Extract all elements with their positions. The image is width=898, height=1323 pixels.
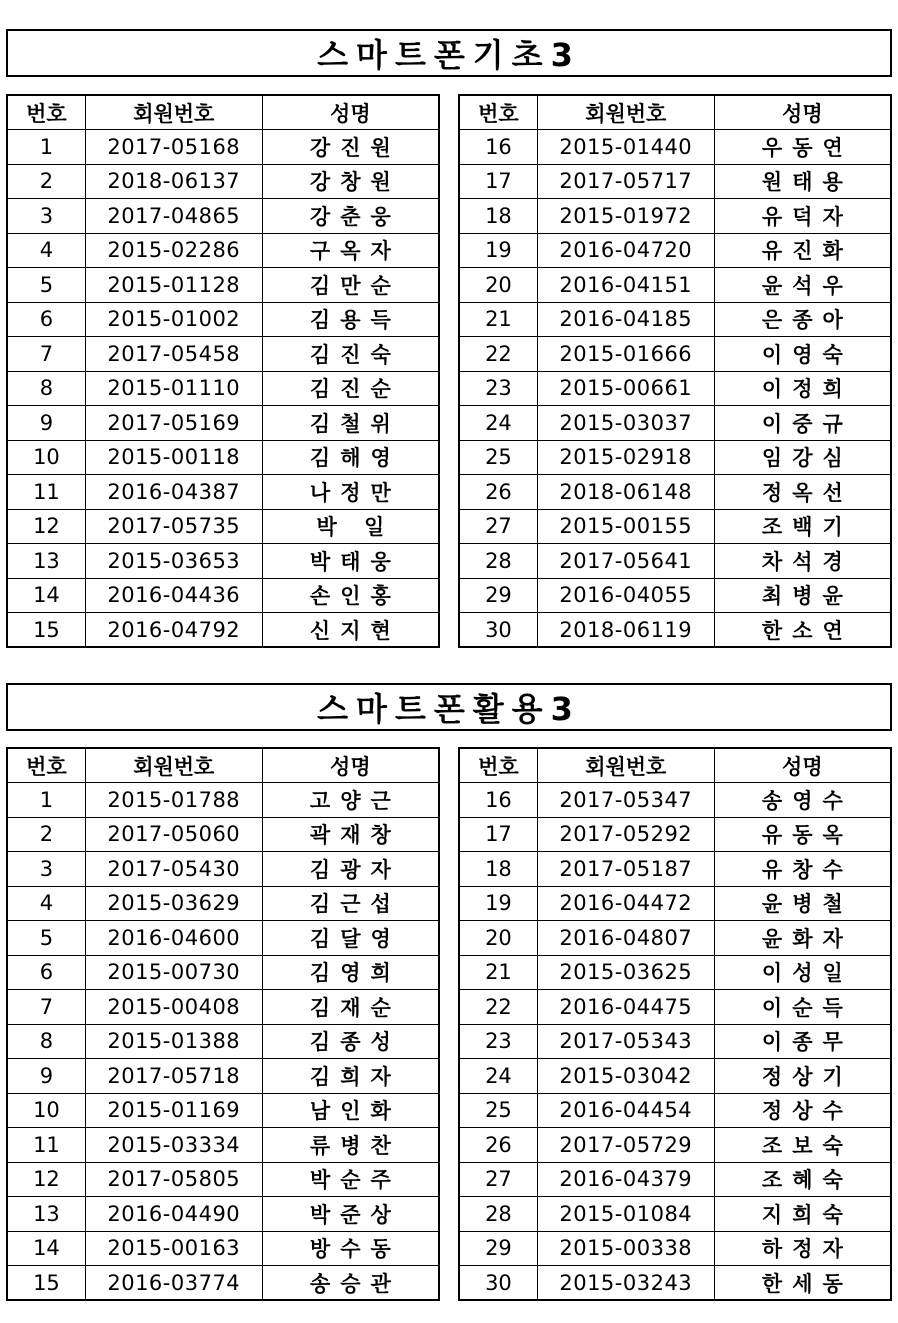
- cell-member-id: 2015-01788: [85, 783, 262, 818]
- cell-name: 이종무: [714, 1024, 891, 1059]
- table-row: [7, 578, 439, 613]
- table-row: [459, 371, 891, 406]
- table-row: [7, 1231, 439, 1266]
- cell-member-id: 2018-06148: [537, 475, 714, 510]
- header-member-id: 회원번호: [85, 95, 262, 130]
- cell-no: 22: [459, 337, 537, 372]
- cell-member-id: 2016-04792: [85, 613, 262, 648]
- cell-member-id: 2016-04055: [537, 578, 714, 613]
- cell-no: 1: [7, 783, 85, 818]
- cell-name: 김진순: [262, 371, 439, 406]
- cell-no: 9: [7, 1059, 85, 1094]
- header-no: 번호: [7, 95, 85, 130]
- cell-no: 19: [459, 886, 537, 921]
- cell-name: 방수동: [262, 1231, 439, 1266]
- cell-name: 윤화자: [714, 921, 891, 956]
- table-row: [459, 578, 891, 613]
- cell-name: 송승관: [262, 1266, 439, 1301]
- cell-name: 유창수: [714, 852, 891, 887]
- cell-no: 16: [459, 130, 537, 165]
- header-member-id: 회원번호: [85, 748, 262, 783]
- cell-name: 김철위: [262, 406, 439, 441]
- cell-no: 4: [7, 886, 85, 921]
- table-row: [459, 955, 891, 990]
- cell-member-id: 2016-04490: [85, 1197, 262, 1232]
- cell-name: 박준상: [262, 1197, 439, 1232]
- table-row: [459, 475, 891, 510]
- cell-name: 류병찬: [262, 1128, 439, 1163]
- cell-no: 5: [7, 268, 85, 303]
- table-row: [7, 1162, 439, 1197]
- roster-table-left: [6, 94, 440, 648]
- table-row: [7, 1059, 439, 1094]
- cell-member-id: 2016-04720: [537, 233, 714, 268]
- cell-name: 윤병철: [714, 886, 891, 921]
- cell-name: 임강심: [714, 440, 891, 475]
- cell-no: 13: [7, 544, 85, 579]
- cell-no: 16: [459, 783, 537, 818]
- cell-no: 20: [459, 268, 537, 303]
- cell-member-id: 2015-00118: [85, 440, 262, 475]
- cell-member-id: 2018-06119: [537, 613, 714, 648]
- table-row: [459, 1162, 891, 1197]
- cell-member-id: 2015-00730: [85, 955, 262, 990]
- cell-name: 김영희: [262, 955, 439, 990]
- header-name: 성명: [714, 95, 891, 130]
- cell-member-id: 2017-05169: [85, 406, 262, 441]
- cell-name: 곽재창: [262, 817, 439, 852]
- cell-member-id: 2017-05805: [85, 1162, 262, 1197]
- table-row: [7, 164, 439, 199]
- cell-member-id: 2015-01666: [537, 337, 714, 372]
- cell-no: 7: [7, 990, 85, 1025]
- table-row: [459, 1266, 891, 1301]
- cell-no: 10: [7, 1093, 85, 1128]
- cell-name: 김희자: [262, 1059, 439, 1094]
- cell-no: 8: [7, 371, 85, 406]
- cell-name: 조백기: [714, 509, 891, 544]
- cell-no: 30: [459, 1266, 537, 1301]
- cell-name: 유동옥: [714, 817, 891, 852]
- table-header-row: [7, 748, 439, 783]
- table-row: [459, 1059, 891, 1094]
- cell-no: 26: [459, 1128, 537, 1163]
- table-row: [459, 440, 891, 475]
- table-row: [7, 1197, 439, 1232]
- cell-no: 12: [7, 509, 85, 544]
- cell-no: 1: [7, 130, 85, 165]
- header-name: 성명: [262, 95, 439, 130]
- cell-name: 김근섭: [262, 886, 439, 921]
- cell-no: 10: [7, 440, 85, 475]
- table-row: [459, 1024, 891, 1059]
- cell-no: 4: [7, 233, 85, 268]
- table-row: [7, 1024, 439, 1059]
- cell-member-id: 2017-05735: [85, 509, 262, 544]
- cell-member-id: 2016-04387: [85, 475, 262, 510]
- table-row: [7, 337, 439, 372]
- cell-name: 구옥자: [262, 233, 439, 268]
- section-title: 스마트폰기초3: [6, 29, 892, 77]
- cell-no: 25: [459, 1093, 537, 1128]
- cell-member-id: 2017-05458: [85, 337, 262, 372]
- cell-no: 14: [7, 1231, 85, 1266]
- cell-no: 23: [459, 371, 537, 406]
- cell-name: 우동연: [714, 130, 891, 165]
- cell-member-id: 2015-00338: [537, 1231, 714, 1266]
- cell-member-id: 2017-05187: [537, 852, 714, 887]
- cell-member-id: 2017-05343: [537, 1024, 714, 1059]
- cell-name: 박태웅: [262, 544, 439, 579]
- cell-no: 6: [7, 955, 85, 990]
- table-row: [459, 817, 891, 852]
- cell-name: 이영숙: [714, 337, 891, 372]
- cell-member-id: 2017-05729: [537, 1128, 714, 1163]
- cell-name: 정옥선: [714, 475, 891, 510]
- table-row: [459, 199, 891, 234]
- table-row: [459, 990, 891, 1025]
- cell-name: 조보숙: [714, 1128, 891, 1163]
- cell-name: 강창원: [262, 164, 439, 199]
- table-row: [459, 544, 891, 579]
- table-header-row: [459, 748, 891, 783]
- table-row: [7, 1128, 439, 1163]
- table-row: [459, 164, 891, 199]
- cell-member-id: 2015-00163: [85, 1231, 262, 1266]
- cell-name: 지희숙: [714, 1197, 891, 1232]
- header-name: 성명: [714, 748, 891, 783]
- cell-no: 3: [7, 199, 85, 234]
- cell-name: 김용득: [262, 302, 439, 337]
- cell-member-id: 2015-01972: [537, 199, 714, 234]
- table-row: [7, 440, 439, 475]
- cell-member-id: 2015-03334: [85, 1128, 262, 1163]
- cell-no: 26: [459, 475, 537, 510]
- cell-member-id: 2015-01084: [537, 1197, 714, 1232]
- table-row: [459, 233, 891, 268]
- table-row: [7, 233, 439, 268]
- cell-no: 23: [459, 1024, 537, 1059]
- cell-name: 한소연: [714, 613, 891, 648]
- cell-name: 강진원: [262, 130, 439, 165]
- cell-name: 정상수: [714, 1093, 891, 1128]
- cell-name: 은종아: [714, 302, 891, 337]
- table-row: [7, 990, 439, 1025]
- table-row: [7, 302, 439, 337]
- cell-member-id: 2015-01002: [85, 302, 262, 337]
- cell-no: 11: [7, 475, 85, 510]
- cell-no: 27: [459, 1162, 537, 1197]
- cell-member-id: 2016-04185: [537, 302, 714, 337]
- cell-no: 28: [459, 1197, 537, 1232]
- table-row: [459, 1128, 891, 1163]
- cell-name: 김달영: [262, 921, 439, 956]
- cell-member-id: 2016-04472: [537, 886, 714, 921]
- cell-name: 김광자: [262, 852, 439, 887]
- cell-no: 2: [7, 817, 85, 852]
- cell-name: 신지현: [262, 613, 439, 648]
- cell-no: 13: [7, 1197, 85, 1232]
- cell-no: 17: [459, 164, 537, 199]
- table-row: [459, 783, 891, 818]
- table-row: [459, 1093, 891, 1128]
- cell-name: 강춘웅: [262, 199, 439, 234]
- cell-no: 18: [459, 852, 537, 887]
- cell-no: 29: [459, 578, 537, 613]
- cell-no: 5: [7, 921, 85, 956]
- cell-no: 12: [7, 1162, 85, 1197]
- cell-name: 윤석우: [714, 268, 891, 303]
- cell-no: 28: [459, 544, 537, 579]
- table-row: [7, 817, 439, 852]
- cell-name: 이정희: [714, 371, 891, 406]
- cell-member-id: 2016-04436: [85, 578, 262, 613]
- header-no: 번호: [459, 748, 537, 783]
- cell-member-id: 2017-05718: [85, 1059, 262, 1094]
- cell-name: 나정만: [262, 475, 439, 510]
- cell-member-id: 2017-05430: [85, 852, 262, 887]
- cell-no: 24: [459, 406, 537, 441]
- table-row: [7, 130, 439, 165]
- cell-member-id: 2016-04151: [537, 268, 714, 303]
- roster-table-right: [458, 94, 892, 648]
- roster-table-right: [458, 747, 892, 1301]
- table-row: [7, 783, 439, 818]
- cell-name: 고양근: [262, 783, 439, 818]
- table-row: [7, 955, 439, 990]
- cell-member-id: 2015-03625: [537, 955, 714, 990]
- cell-name: 송영수: [714, 783, 891, 818]
- cell-no: 29: [459, 1231, 537, 1266]
- cell-name: 손인홍: [262, 578, 439, 613]
- cell-no: 17: [459, 817, 537, 852]
- table-row: [459, 921, 891, 956]
- cell-member-id: 2015-01128: [85, 268, 262, 303]
- cell-member-id: 2015-01110: [85, 371, 262, 406]
- roster-table-left: [6, 747, 440, 1301]
- cell-member-id: 2018-06137: [85, 164, 262, 199]
- table-row: [459, 1197, 891, 1232]
- cell-name: 김해영: [262, 440, 439, 475]
- cell-name: 조혜숙: [714, 1162, 891, 1197]
- table-row: [7, 921, 439, 956]
- cell-name: 김재순: [262, 990, 439, 1025]
- cell-member-id: 2017-05347: [537, 783, 714, 818]
- cell-no: 11: [7, 1128, 85, 1163]
- table-row: [7, 199, 439, 234]
- cell-member-id: 2016-04454: [537, 1093, 714, 1128]
- cell-no: 14: [7, 578, 85, 613]
- cell-no: 21: [459, 302, 537, 337]
- cell-no: 2: [7, 164, 85, 199]
- cell-name: 이중규: [714, 406, 891, 441]
- cell-member-id: 2015-01169: [85, 1093, 262, 1128]
- cell-member-id: 2016-04807: [537, 921, 714, 956]
- cell-name: 하정자: [714, 1231, 891, 1266]
- cell-name: 최병윤: [714, 578, 891, 613]
- cell-member-id: 2017-05292: [537, 817, 714, 852]
- cell-member-id: 2015-00155: [537, 509, 714, 544]
- cell-member-id: 2015-03629: [85, 886, 262, 921]
- section-title: 스마트폰활용3: [6, 683, 892, 731]
- table-row: [7, 886, 439, 921]
- cell-member-id: 2017-05060: [85, 817, 262, 852]
- cell-member-id: 2015-01388: [85, 1024, 262, 1059]
- cell-no: 15: [7, 613, 85, 648]
- table-row: [459, 613, 891, 648]
- header-no: 번호: [7, 748, 85, 783]
- table-row: [459, 302, 891, 337]
- cell-member-id: 2015-02286: [85, 233, 262, 268]
- cell-name: 원태용: [714, 164, 891, 199]
- cell-name: 남인화: [262, 1093, 439, 1128]
- cell-name: 유덕자: [714, 199, 891, 234]
- cell-no: 30: [459, 613, 537, 648]
- header-name: 성명: [262, 748, 439, 783]
- header-member-id: 회원번호: [537, 95, 714, 130]
- cell-no: 7: [7, 337, 85, 372]
- table-row: [7, 1093, 439, 1128]
- cell-name: 박 일: [262, 509, 439, 544]
- cell-member-id: 2016-04475: [537, 990, 714, 1025]
- cell-no: 9: [7, 406, 85, 441]
- cell-member-id: 2015-01440: [537, 130, 714, 165]
- cell-no: 21: [459, 955, 537, 990]
- cell-no: 24: [459, 1059, 537, 1094]
- cell-name: 이순득: [714, 990, 891, 1025]
- cell-name: 한세동: [714, 1266, 891, 1301]
- cell-member-id: 2015-02918: [537, 440, 714, 475]
- cell-member-id: 2016-04600: [85, 921, 262, 956]
- table-row: [459, 509, 891, 544]
- table-header-row: [7, 95, 439, 130]
- cell-no: 15: [7, 1266, 85, 1301]
- table-row: [7, 371, 439, 406]
- cell-member-id: 2017-04865: [85, 199, 262, 234]
- cell-no: 20: [459, 921, 537, 956]
- cell-name: 김만순: [262, 268, 439, 303]
- cell-name: 정상기: [714, 1059, 891, 1094]
- cell-no: 27: [459, 509, 537, 544]
- table-row: [459, 406, 891, 441]
- table-row: [7, 852, 439, 887]
- table-header-row: [459, 95, 891, 130]
- cell-no: 3: [7, 852, 85, 887]
- cell-member-id: 2017-05168: [85, 130, 262, 165]
- cell-no: 19: [459, 233, 537, 268]
- cell-name: 김종성: [262, 1024, 439, 1059]
- table-row: [7, 544, 439, 579]
- table-row: [7, 268, 439, 303]
- cell-no: 22: [459, 990, 537, 1025]
- table-row: [459, 1231, 891, 1266]
- table-row: [7, 1266, 439, 1301]
- cell-member-id: 2015-03037: [537, 406, 714, 441]
- cell-no: 6: [7, 302, 85, 337]
- cell-no: 18: [459, 199, 537, 234]
- cell-name: 김진숙: [262, 337, 439, 372]
- cell-member-id: 2015-03042: [537, 1059, 714, 1094]
- cell-member-id: 2016-03774: [85, 1266, 262, 1301]
- header-no: 번호: [459, 95, 537, 130]
- cell-member-id: 2016-04379: [537, 1162, 714, 1197]
- table-row: [459, 886, 891, 921]
- table-row: [7, 509, 439, 544]
- cell-member-id: 2015-03653: [85, 544, 262, 579]
- cell-name: 이성일: [714, 955, 891, 990]
- cell-member-id: 2015-00661: [537, 371, 714, 406]
- table-row: [7, 613, 439, 648]
- cell-no: 25: [459, 440, 537, 475]
- table-row: [7, 406, 439, 441]
- table-row: [459, 130, 891, 165]
- table-row: [459, 268, 891, 303]
- cell-member-id: 2017-05641: [537, 544, 714, 579]
- cell-name: 차석경: [714, 544, 891, 579]
- cell-member-id: 2017-05717: [537, 164, 714, 199]
- cell-member-id: 2015-00408: [85, 990, 262, 1025]
- table-row: [7, 475, 439, 510]
- table-row: [459, 337, 891, 372]
- header-member-id: 회원번호: [537, 748, 714, 783]
- cell-name: 유진화: [714, 233, 891, 268]
- cell-member-id: 2015-03243: [537, 1266, 714, 1301]
- cell-name: 박순주: [262, 1162, 439, 1197]
- cell-no: 8: [7, 1024, 85, 1059]
- table-row: [459, 852, 891, 887]
